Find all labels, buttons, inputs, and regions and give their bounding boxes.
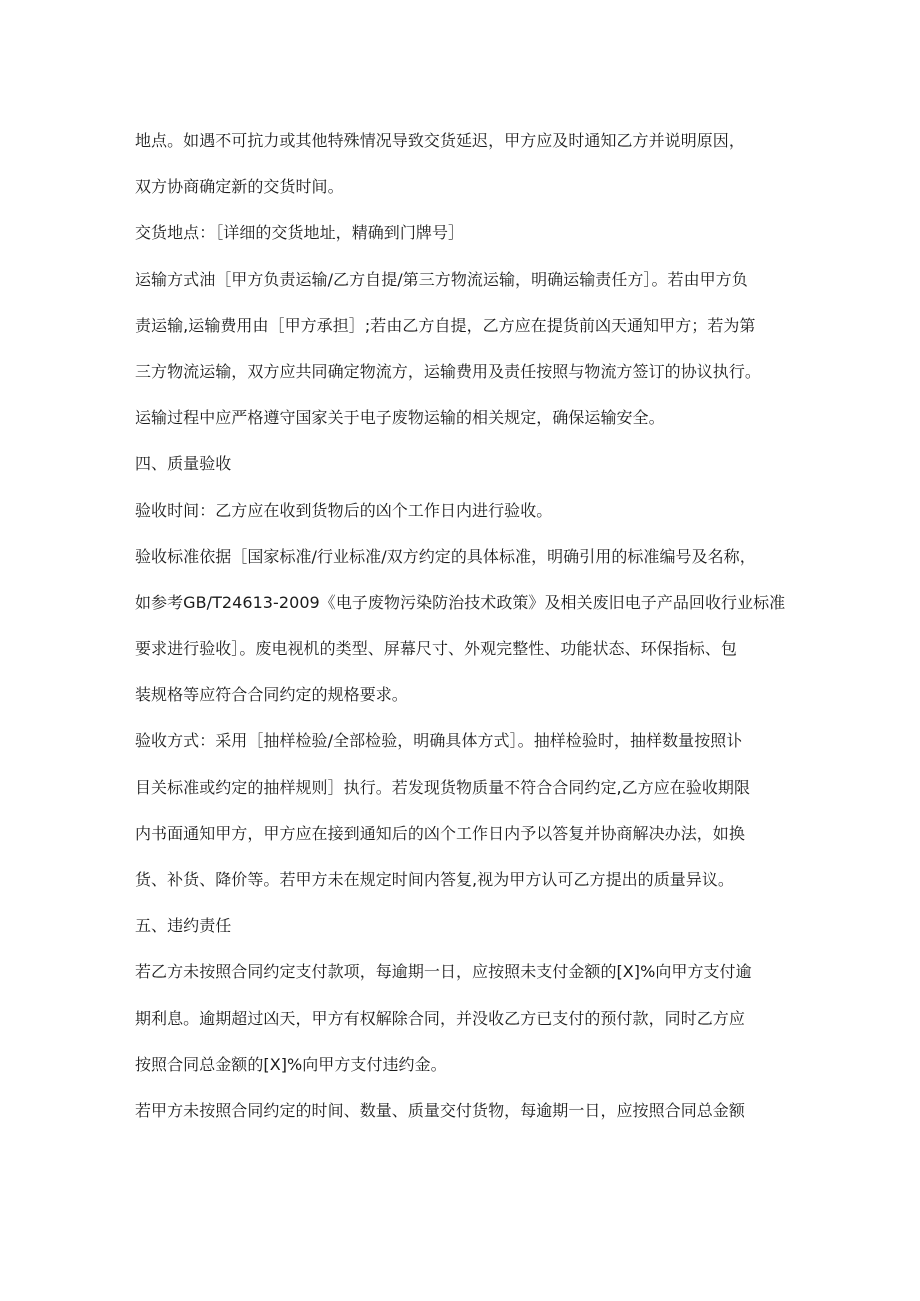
text-line: 按照合同总金额的[X]%向甲方支付违约金。 bbox=[135, 1054, 447, 1074]
text-line: 目关标准或约定的抽样规则］执行。若发现货物质量不符合合同约定,乙方应在验收期限 bbox=[135, 777, 751, 797]
text-line: 验收时间：乙方应在收到货物后的凶个工作日内进行验收。 bbox=[135, 500, 553, 520]
text-line: 地点。如遇不可抗力或其他特殊情况导致交货延迟，甲方应及时通知乙方并说明原因， bbox=[135, 131, 745, 150]
text-line: 双方协商确定新的交货时间。 bbox=[135, 177, 344, 197]
text-line: 要求进行验收］。废电视机的类型、屏幕尺寸、外观完整性、功能状态、环保指标、包 bbox=[135, 639, 737, 659]
text-line: 责运输,运输费用由［甲方承担］;若由乙方自提，乙方应在提货前凶天通知甲方；若为第 bbox=[135, 315, 756, 335]
document-body bbox=[135, 118, 795, 1134]
text-line: 验收方式：采用［抽样检验/全部检验，明确具体方式］。抽样检验时，抽样数量按照讣 bbox=[135, 731, 743, 751]
text-line: 三方物流运输，双方应共同确定物流方，运输费用及责任按照与物流方签订的协议执行。 bbox=[135, 361, 761, 381]
text-line: 交货地点：［详细的交货地址，精确到门牌号］ bbox=[135, 223, 465, 243]
text-line: 如参考GB/T24613-2009《电子废物污染防治技术政策》及相关废旧电子产品回收行业标准 bbox=[135, 592, 786, 612]
text-line: 验收标准依据［国家标准/行业标准/双方约定的具体标准，明确引用的标准编号及名称， bbox=[135, 546, 756, 566]
text-line: 运输方式油［甲方负责运输/乙方自提/第三方物流运输，明确运输责任方］。若由甲方负 bbox=[135, 269, 748, 289]
text-line: 期利息。逾期超过凶天，甲方有权解除合同，并没收乙方已支付的预付款，同时乙方应 bbox=[135, 1008, 745, 1028]
text-line: 装规格等应符合合同约定的规格要求。 bbox=[135, 685, 408, 705]
text-line: 内书面通知甲方，甲方应在接到通知后的凶个工作日内予以答复并协商解决办法，如换 bbox=[135, 823, 745, 843]
text-line: 若甲方未按照合同约定的时间、数量、质量交付货物，每逾期一日，应按照合同总金额 bbox=[135, 1100, 745, 1120]
text-line: 运输过程中应严格遵守国家关于电子废物运输的相关规定，确保运输安全。 bbox=[135, 408, 665, 428]
section-heading: 四、质量验收 bbox=[135, 454, 232, 474]
text-line: 货、补货、降价等。若甲方未在规定时间内答复,视为甲方认可乙方提出的质量异议。 bbox=[135, 870, 734, 889]
text-line: 若乙方未按照合同约定支付款项，每逾期一日，应按照未支付金额的[X]%向甲方支付逾 bbox=[135, 962, 752, 982]
section-heading: 五、违约责任 bbox=[135, 916, 232, 936]
